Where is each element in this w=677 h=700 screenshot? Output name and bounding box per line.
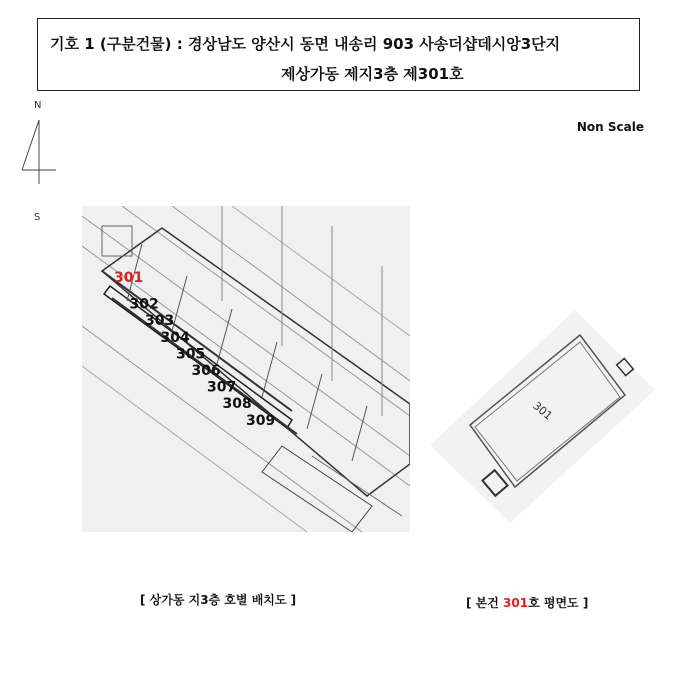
caption-unit-plan xyxy=(466,594,588,611)
compass-arrow-icon xyxy=(20,112,60,222)
north-arrow xyxy=(20,100,60,230)
unit-floor-plan xyxy=(425,305,660,525)
title-line-1: 기호 1 (구분건물) : 경상남도 양산시 동면 내송리 903 사송더샵데시앙3단지 xyxy=(50,35,561,53)
title-box xyxy=(37,18,640,91)
unit-plan-label: 301 xyxy=(530,399,555,423)
caption-layout: [ 상가동 지3층 호별 배치도 ] xyxy=(140,593,297,607)
unit-plan-drawing xyxy=(425,305,660,525)
north-label: N xyxy=(34,100,42,111)
south-label: S xyxy=(34,212,41,223)
unit-label-304: 304 xyxy=(160,329,190,346)
scale-note: Non Scale xyxy=(576,120,644,134)
unit-label-306: 306 xyxy=(191,363,221,379)
caption-prefix: [ 본건 xyxy=(466,596,504,610)
unit-label-308: 308 xyxy=(222,396,252,413)
unit-label-302: 302 xyxy=(129,296,159,313)
unit-label-303: 303 xyxy=(145,313,175,330)
floor-layout-plan xyxy=(82,206,410,532)
unit-label-305: 305 xyxy=(176,346,206,363)
title-line-2: 제상가동 제지3층 제301호 xyxy=(281,65,464,83)
caption-highlight-unit: 301 xyxy=(503,596,529,610)
floor-layout-drawing xyxy=(82,206,410,532)
unit-label-307: 307 xyxy=(207,379,237,396)
unit-label-309: 309 xyxy=(246,412,276,429)
unit-label-301: 301 xyxy=(114,270,144,286)
caption-suffix: 호 평면도 ] xyxy=(528,596,589,610)
